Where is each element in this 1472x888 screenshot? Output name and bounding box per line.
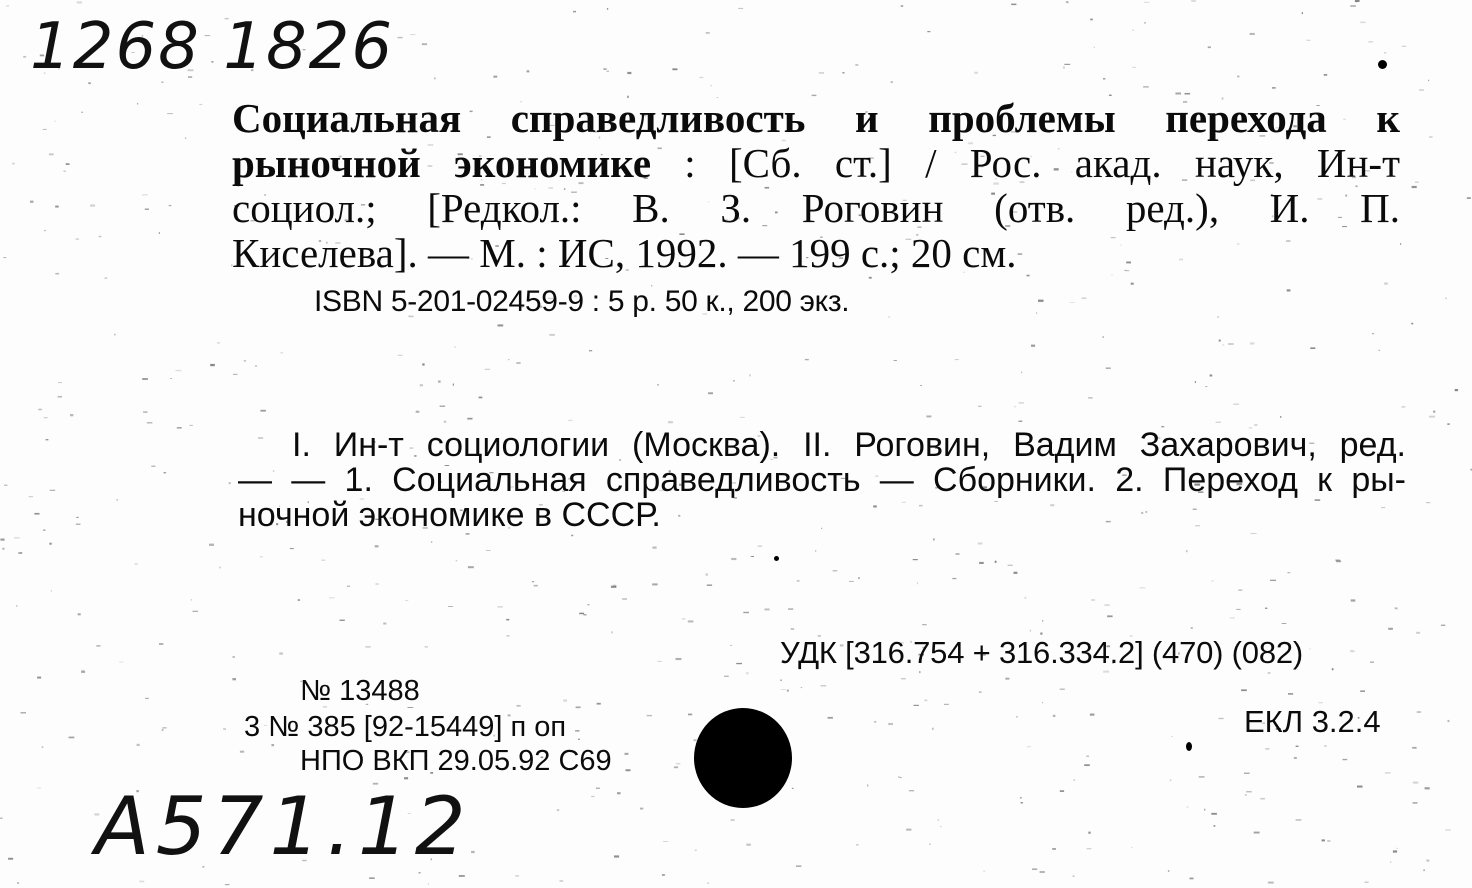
npo-vkp-line: НПО ВКП 29.05.92 С69 — [300, 745, 612, 777]
registration-number: № 13488 — [300, 675, 420, 707]
tracing-line-3: ночной экономике в СССР. — [238, 496, 661, 534]
punch-hole — [694, 708, 792, 808]
ekl-classification: ЕКЛ 3.2.4 — [1244, 704, 1381, 739]
ink-dot — [1186, 742, 1192, 751]
description-line-1: Социальная справедливость и проблемы перехода к — [232, 95, 1400, 141]
isbn-line: ISBN 5-201-02459-9 : 5 р. 50 к., 200 экз. — [314, 285, 850, 318]
order-number: 3 № 385 [92-15449] п оп — [244, 711, 567, 743]
tracing-line-1: I. Ин-т социологии (Москва). II. Роговин, Вадим Захарович, ред. — [292, 426, 1406, 464]
ink-dot — [774, 556, 779, 561]
handwritten-shelfmark-top: 1268 1826 — [30, 10, 395, 84]
description-line-4: Киселева]. — М. : ИС, 1992. — 199 с.; 20 см. — [232, 230, 1017, 276]
tracings — [238, 428, 1406, 533]
ink-dot — [1378, 60, 1387, 69]
handwritten-shelfmark-bottom: A571.12 — [95, 780, 472, 873]
tracing-line-2: — — 1. Социальная справедливость — Сборники. 2. Переход к ры- — [238, 461, 1406, 499]
description-line-2: рыночной экономике : [Сб. ст.] / Рос. акад. наук, Ин-т — [232, 140, 1400, 186]
description-line-3: социол.; [Редкол.: В. З. Роговин (отв. ред.), И. П. — [232, 185, 1400, 231]
bibliographic-description — [232, 95, 1400, 278]
udk-classification: УДК [316.754 + 316.334.2] (470) (082) — [780, 635, 1304, 670]
